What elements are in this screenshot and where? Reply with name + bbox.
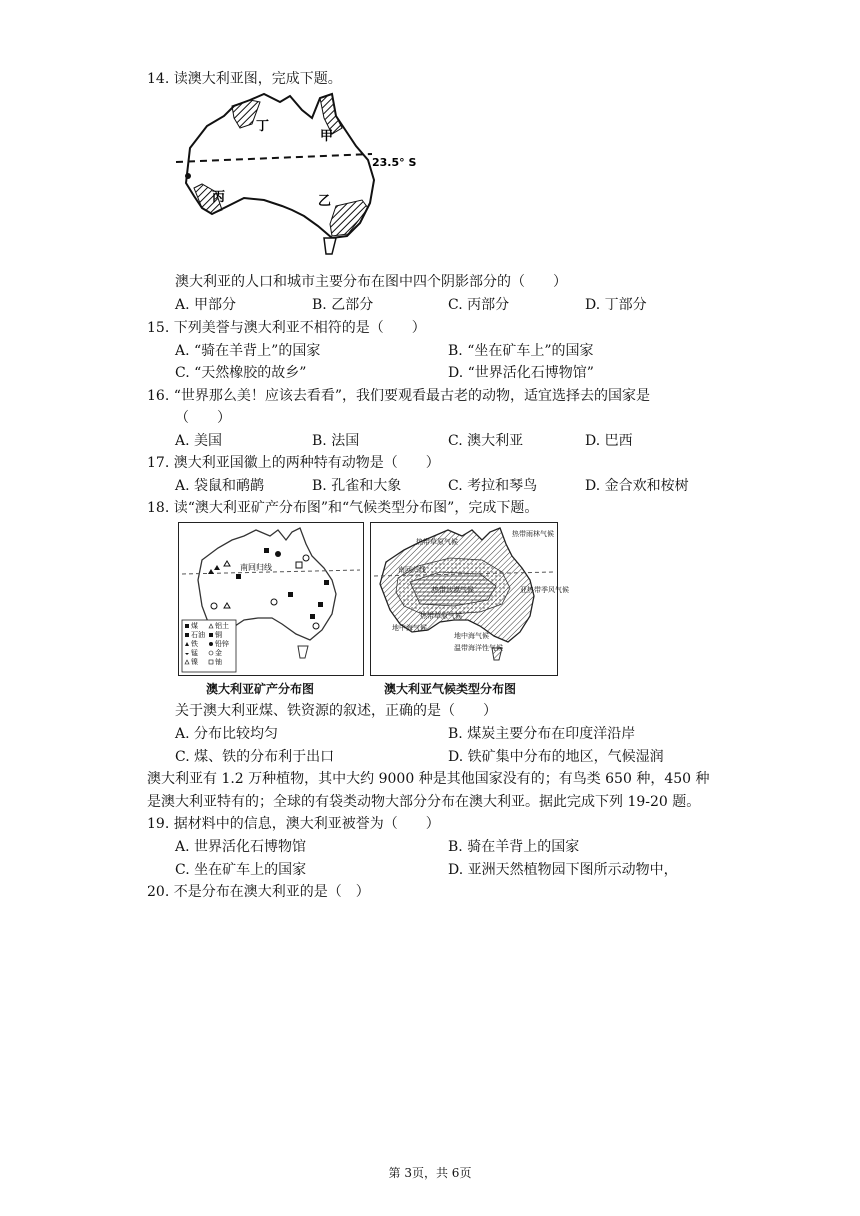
legend-oil: 石油 <box>191 631 205 639</box>
q14-stem: 14. 读澳大利亚图，完成下题。 <box>147 71 342 87</box>
mineral-distribution-map <box>178 522 364 676</box>
q17-stem: 17. 澳大利亚国徽上的两种特有动物是（ ） <box>147 455 440 471</box>
label-jia: 甲 <box>320 129 334 144</box>
q18-option-c[interactable]: C. 煤、铁的分布利于出口 <box>175 749 335 765</box>
climate-label-desert: 热带沙漠气候 <box>432 586 474 594</box>
q17-option-b[interactable]: B. 孔雀和大象 <box>312 478 402 494</box>
climate-label-tropic: 南回归线 <box>398 566 426 574</box>
q18-option-b[interactable]: B. 煤炭主要分布在印度洋沿岸 <box>448 726 636 742</box>
q19-option-d[interactable]: D. 亚洲天然植物园下图所示动物中， <box>448 862 678 878</box>
q16-option-d[interactable]: D. 巴西 <box>585 433 633 449</box>
legend-copper: 铜 <box>215 631 222 639</box>
q15-option-b[interactable]: B. “坐在矿车上”的国家 <box>448 343 594 359</box>
q19-option-b[interactable]: B. 骑在羊背上的国家 <box>448 839 580 855</box>
climate-type-map <box>370 522 569 676</box>
climate-label-monsoon: 亚热带季风气候 <box>520 586 569 594</box>
q15-stem: 15. 下列美誉与澳大利亚不相符的是（ ） <box>147 320 426 336</box>
q15-option-a[interactable]: A. “骑在羊背上”的国家 <box>175 343 321 359</box>
legend-coal: 煤 <box>191 622 198 630</box>
q20-stem: 20. 不是分布在澳大利亚的是（ ） <box>147 884 370 900</box>
climate-label-savanna-south: 热带草原气候 <box>420 612 462 620</box>
legend-manganese: 锰 <box>191 649 198 657</box>
q14-option-d[interactable]: D. 丁部分 <box>585 297 647 313</box>
q16-option-a[interactable]: A. 美国 <box>175 433 223 449</box>
label-yi: 乙 <box>318 194 332 209</box>
q16-stem-cont: （ ） <box>175 410 231 426</box>
q17-option-c[interactable]: C. 考拉和琴鸟 <box>448 478 538 494</box>
material-line-2: 是澳大利亚特有的；全球的有袋类动物大部分分布在澳大利亚。据此完成下列 19-20 题。 <box>147 794 701 810</box>
q17-option-d[interactable]: D. 金合欢和桉树 <box>585 478 689 494</box>
q14-option-a[interactable]: A. 甲部分 <box>175 297 237 313</box>
legend-bauxite: 铝土 <box>215 622 229 630</box>
q15-option-c[interactable]: C. “天然橡胶的故乡” <box>175 365 307 381</box>
legend-uranium: 铀 <box>215 658 222 666</box>
climate-label-oceanic: 温带海洋性气候 <box>454 644 503 652</box>
q18-stem: 18. 读“澳大利亚矿产分布图”和“气候类型分布图”，完成下题。 <box>147 500 539 516</box>
q17-option-a[interactable]: A. 袋鼠和鸸鹋 <box>175 478 265 494</box>
q19-stem: 19. 据材料中的信息，澳大利亚被誉为（ ） <box>147 816 440 832</box>
legend-nickel: 镍 <box>191 658 198 666</box>
q14-option-b[interactable]: B. 乙部分 <box>312 297 374 313</box>
climate-label-rainforest: 热带雨林气候 <box>512 530 554 538</box>
mineral-map-caption: 澳大利亚矿产分布图 <box>206 682 315 696</box>
legend-lead-zinc: 铅锌 <box>215 640 229 648</box>
q14-sub: 澳大利亚的人口和城市主要分布在图中四个阴影部分的（ ） <box>175 274 567 290</box>
q18-option-a[interactable]: A. 分布比较均匀 <box>175 726 279 742</box>
climate-map-caption: 澳大利亚气候类型分布图 <box>384 682 517 696</box>
q18-sub: 关于澳大利亚煤、铁资源的叙述，正确的是（ ） <box>175 703 497 719</box>
q16-option-c[interactable]: C. 澳大利亚 <box>448 433 524 449</box>
climate-label-mediterranean-south: 地中海气候 <box>454 632 489 640</box>
label-bing: 丙 <box>212 190 226 205</box>
legend-gold: 金 <box>215 649 222 657</box>
mineral-tropic-label: 南回归线 <box>240 563 272 572</box>
q19-option-a[interactable]: A. 世界活化石博物馆 <box>175 839 307 855</box>
legend-iron: 铁 <box>191 640 198 648</box>
climate-label-savanna-north: 热带草原气候 <box>416 538 458 546</box>
label-ding: 丁 <box>256 119 270 134</box>
q18-option-d[interactable]: D. 铁矿集中分布的地区，气候湿润 <box>448 749 664 765</box>
q15-option-d[interactable]: D. “世界活化石博物馆” <box>448 365 594 381</box>
q19-option-c[interactable]: C. 坐在矿车上的国家 <box>175 862 307 878</box>
page-footer: 第 3页，共 6页 <box>388 1166 472 1180</box>
q14-australia-map <box>172 88 422 260</box>
tropic-label: 23.5° S <box>372 156 417 169</box>
climate-label-mediterranean-west: 地中海气候 <box>392 624 427 632</box>
q14-option-c[interactable]: C. 丙部分 <box>448 297 510 313</box>
material-line-1: 澳大利亚有 1.2 万种植物，其中大约 9000 种是其他国家没有的；有鸟类 650 种，450 种 <box>147 771 710 787</box>
q16-option-b[interactable]: B. 法国 <box>312 433 360 449</box>
q16-stem: 16. “世界那么美！应该去看看”，我们要观看最古老的动物，适宜选择去的国家是 <box>147 388 651 404</box>
